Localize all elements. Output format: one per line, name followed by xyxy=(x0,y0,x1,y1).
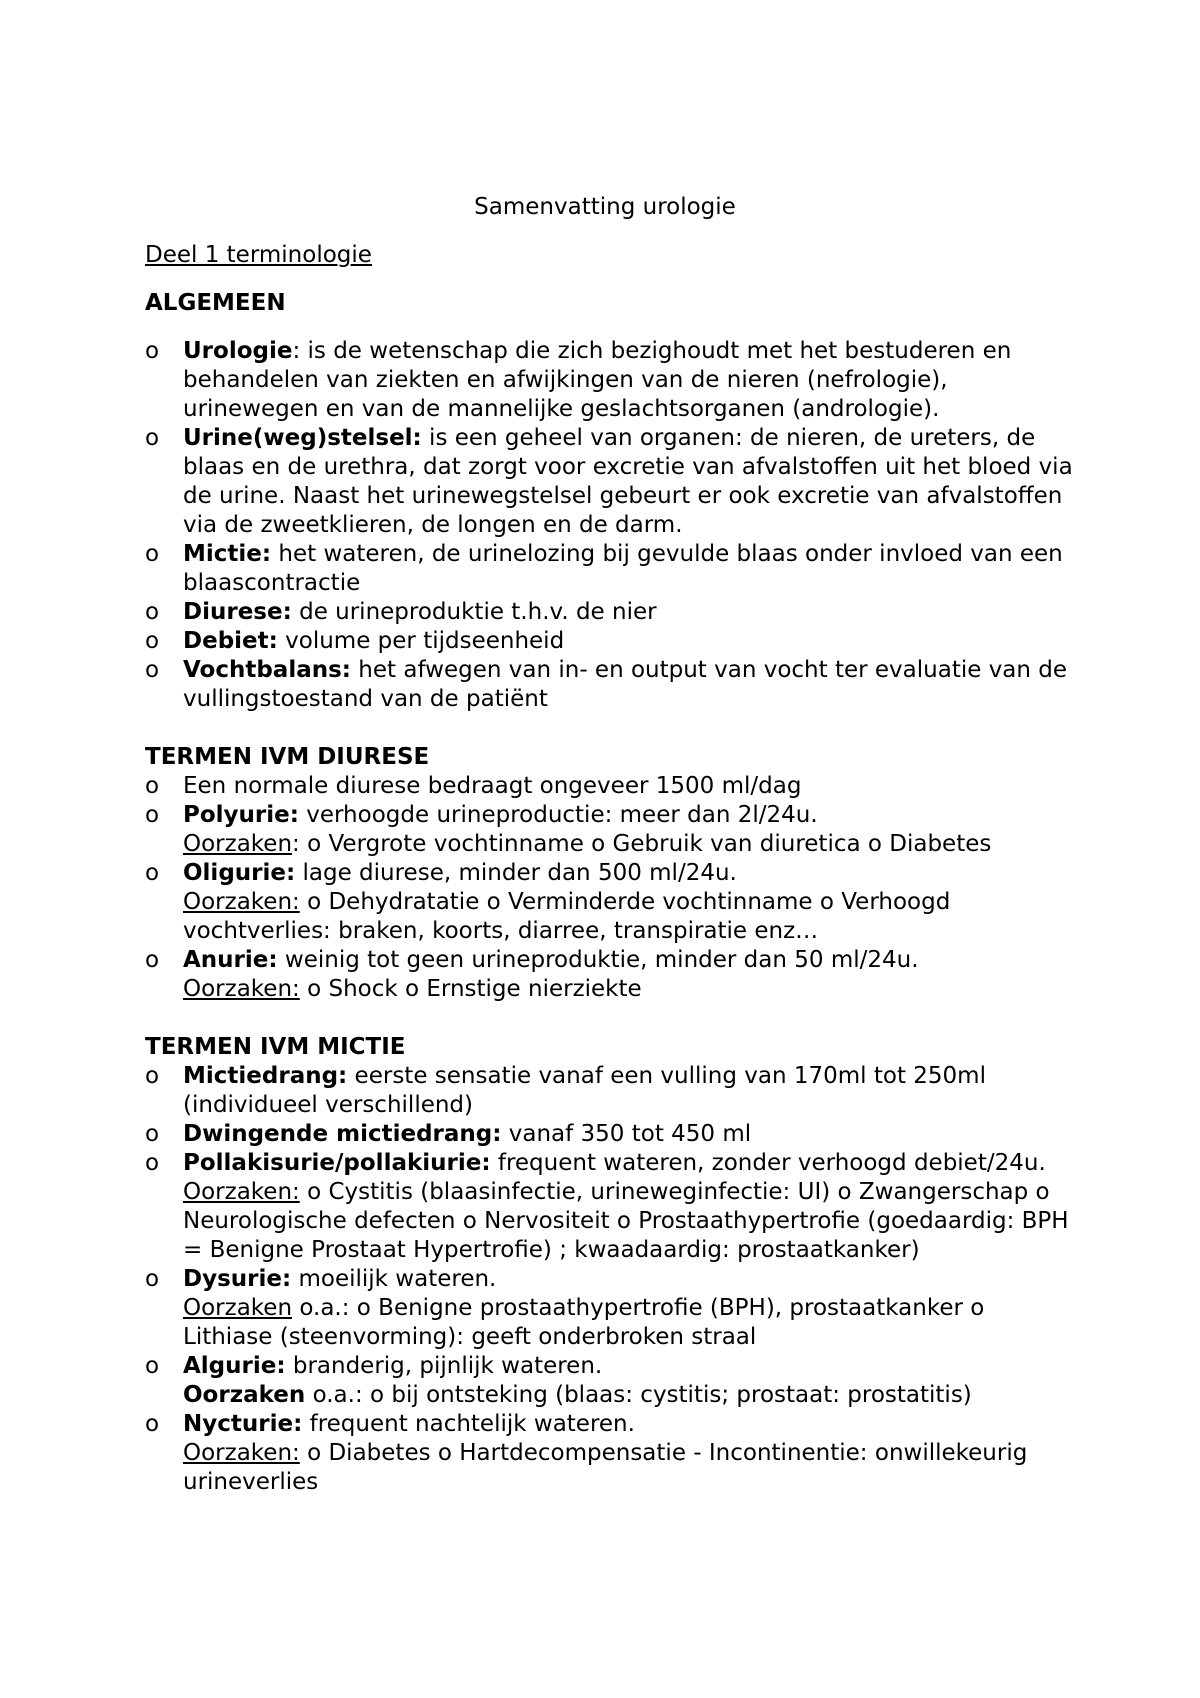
definition: vanaf 350 tot 450 ml xyxy=(501,1121,752,1147)
definition: weinig tot geen urineproduktie, minder dan 50 ml/24u. xyxy=(277,947,919,973)
list-mictie xyxy=(145,1062,1075,1497)
bullet-marker: o xyxy=(145,1411,160,1437)
list-item xyxy=(145,627,1075,656)
bullet-marker: o xyxy=(145,802,160,828)
causes-label: Oorzaken xyxy=(183,831,293,857)
term: Mictie: xyxy=(183,541,272,567)
causes-text: o Diabetes o Hartdecompensatie - Incontinentie: onwillekeurig urineverlies xyxy=(183,1440,1028,1495)
definition: is een geheel van organen: de nieren, de ureters, de blaas en de urethra, dat zorgt voor excretie van afvalstoffen uit het bloed via de urine. Naast het urinewegstelsel gebeurt er ook excretie van afvalstoffen via de zweetklieren, de longen en de darm. xyxy=(183,425,1073,538)
document-title: Samenvatting urologie xyxy=(474,194,736,220)
list-item xyxy=(145,424,1075,540)
causes-text: : o Vergrote vochtinname o Gebruik van diuretica o Diabetes xyxy=(292,831,992,857)
list-item xyxy=(145,1062,1075,1120)
list-item xyxy=(145,859,1075,946)
causes-text: o Dehydratatie o Verminderde vochtinname o Verhoogd vochtverlies: braken, koorts, diarree, transpiratie enz… xyxy=(183,889,951,944)
bullet-marker: o xyxy=(145,1121,160,1147)
section-heading-diurese: TERMEN IVM DIURESE xyxy=(145,744,430,770)
list-item xyxy=(145,540,1075,598)
definition: verhoogde urineproductie: meer dan 2l/24u. xyxy=(298,802,818,828)
causes-label: Oorzaken: xyxy=(183,1440,300,1466)
part-title: Deel 1 terminologie xyxy=(145,242,372,268)
list-item xyxy=(145,1352,1075,1410)
term: Debiet: xyxy=(183,628,278,654)
term: Anurie: xyxy=(183,947,278,973)
definition: moeilijk wateren. xyxy=(291,1266,497,1292)
bullet-marker: o xyxy=(145,1266,160,1292)
term: Algurie: xyxy=(183,1353,286,1379)
bullet-marker: o xyxy=(145,599,160,625)
section-heading-mictie: TERMEN IVM MICTIE xyxy=(145,1034,406,1060)
causes-label: Oorzaken: xyxy=(183,976,300,1002)
causes-line xyxy=(183,1439,1075,1497)
causes-label: Oorzaken: xyxy=(183,1179,300,1205)
definition: frequent wateren, zonder verhoogd debiet/24u. xyxy=(490,1150,1046,1176)
definition: branderig, pijnlijk wateren. xyxy=(285,1353,603,1379)
term: Dysurie: xyxy=(183,1266,292,1292)
bullet-marker: o xyxy=(145,773,160,799)
causes-label: Oorzaken xyxy=(183,1382,306,1408)
causes-label: Oorzaken xyxy=(183,1295,293,1321)
definition: Een normale diurese bedraagt ongeveer 1500 ml/dag xyxy=(183,773,802,799)
definition: eerste sensatie vanaf een vulling van 170ml tot 250ml (individueel verschillend) xyxy=(183,1063,986,1118)
section-heading-algemeen: ALGEMEEN xyxy=(145,290,286,316)
causes-line xyxy=(183,975,1075,1004)
term: Mictiedrang: xyxy=(183,1063,348,1089)
causes-line xyxy=(183,1294,1075,1352)
list-item xyxy=(145,337,1075,424)
list-item xyxy=(145,598,1075,627)
list-item xyxy=(145,772,1075,801)
term: Urologie xyxy=(183,338,293,364)
list-item xyxy=(145,656,1075,714)
term: Nycturie: xyxy=(183,1411,303,1437)
causes-line xyxy=(183,1381,1075,1410)
list-item xyxy=(145,1120,1075,1149)
list-item xyxy=(145,1265,1075,1352)
definition: de urineproduktie t.h.v. de nier xyxy=(291,599,657,625)
causes-text: o Shock o Ernstige nierziekte xyxy=(299,976,642,1002)
term: Diurese: xyxy=(183,599,292,625)
term: Urine(weg)stelsel: xyxy=(183,425,422,451)
bullet-marker: o xyxy=(145,338,160,364)
bullet-marker: o xyxy=(145,657,160,683)
causes-line xyxy=(183,830,1075,859)
list-algemeen xyxy=(145,337,1075,714)
causes-text: o Cystitis (blaasinfectie, urineweginfectie: UI) o Zwangerschap o Neurologische defecten o Nervositeit o Prostaathypertrofie (goedaardig: BPH = Benigne Prostaat Hypertrofie) ; kwaadaardig: prostaatkanker) xyxy=(183,1179,1069,1263)
bullet-marker: o xyxy=(145,1353,160,1379)
causes-line xyxy=(183,888,1075,946)
list-item xyxy=(145,1149,1075,1265)
bullet-marker: o xyxy=(145,1063,160,1089)
list-item xyxy=(145,946,1075,1004)
list-item xyxy=(145,1410,1075,1497)
causes-text: o.a.: o bij ontsteking (blaas: cystitis; prostaat: prostatitis) xyxy=(305,1382,972,1408)
bullet-marker: o xyxy=(145,947,160,973)
term: Oligurie: xyxy=(183,860,296,886)
bullet-marker: o xyxy=(145,541,160,567)
causes-text: o.a.: o Benigne prostaathypertrofie (BPH), prostaatkanker o Lithiase (steenvorming): geeft onderbroken straal xyxy=(183,1295,985,1350)
bullet-marker: o xyxy=(145,425,160,451)
list-item xyxy=(145,801,1075,859)
definition: frequent nachtelijk wateren. xyxy=(302,1411,635,1437)
bullet-marker: o xyxy=(145,860,160,886)
causes-line xyxy=(183,1178,1075,1265)
document-page xyxy=(145,193,1075,1497)
term: Polyurie: xyxy=(183,802,299,828)
bullet-marker: o xyxy=(145,1150,160,1176)
list-diurese xyxy=(145,772,1075,1004)
bullet-marker: o xyxy=(145,628,160,654)
definition: het afwegen van in- en output van vocht ter evaluatie van de vullingstoestand van de patiënt xyxy=(183,657,1068,712)
term: Pollakisurie/pollakiurie: xyxy=(183,1150,491,1176)
causes-label: Oorzaken: xyxy=(183,889,300,915)
definition: : is de wetenschap die zich bezighoudt met het bestuderen en behandelen van ziekten en afwijkingen van de nieren (nefrologie), urinewegen en van de mannelijke geslachtsorganen (andrologie). xyxy=(183,338,1012,422)
definition: het wateren, de urinelozing bij gevulde blaas onder invloed van een blaascontractie xyxy=(183,541,1063,596)
term: Vochtbalans: xyxy=(183,657,351,683)
term: Dwingende mictiedrang: xyxy=(183,1121,502,1147)
definition: lage diurese, minder dan 500 ml/24u. xyxy=(295,860,737,886)
definition: volume per tijdseenheid xyxy=(277,628,565,654)
